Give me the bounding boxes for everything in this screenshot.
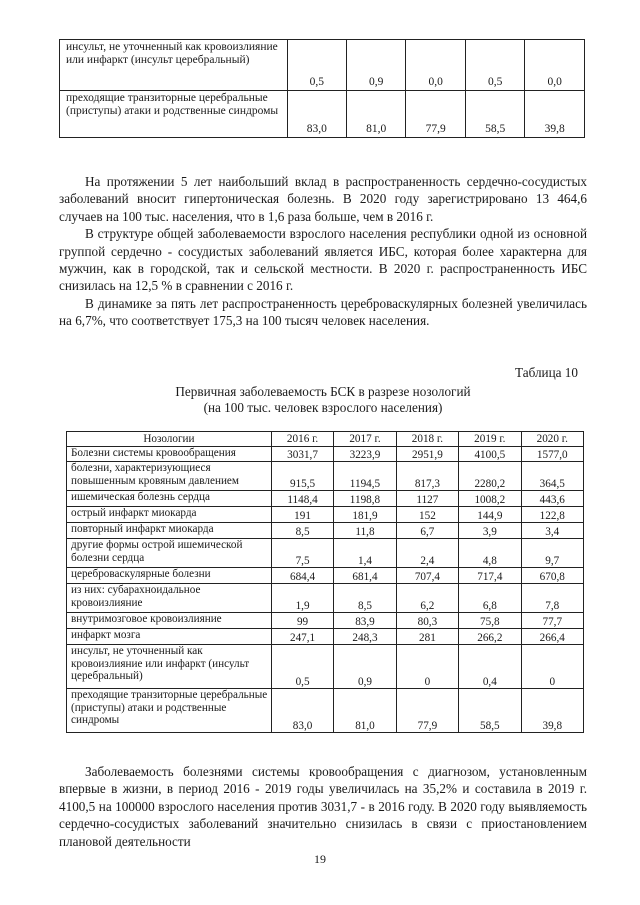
cell-2016: 0,5 <box>287 40 346 91</box>
cell-2016: 191 <box>271 507 333 523</box>
cell-2019: 0,4 <box>459 645 521 689</box>
cell-2020: 0,0 <box>525 40 585 91</box>
cell-2018: 2951,9 <box>396 447 458 462</box>
table-row <box>67 523 584 539</box>
table-row <box>67 462 584 491</box>
cell-2018: 281 <box>396 629 458 645</box>
cell-2019: 58,5 <box>459 689 521 733</box>
cell-2018: 0,0 <box>406 40 465 91</box>
header-2016: 2016 г. <box>271 432 333 447</box>
paragraph: В структуре общей заболеваемости взрослого населения республики одной из основной группой сердечно - сосудистых заболеваний является ИБС, которая более характерна для мужчин, как в городской, так и сельской местности. В 2020 г. распространенность ИБС снизилась на 12,5 % в сравнении с 2016 г. <box>59 226 587 294</box>
row-name: внутримозговое кровоизлияние <box>67 613 272 629</box>
table-row <box>67 645 584 689</box>
table-title-line: Первичная заболеваемость БСК в разрезе нозологий <box>175 384 471 399</box>
cell-2019: 75,8 <box>459 613 521 629</box>
row-name: из них: субарахноидальное кровоизлияние <box>67 584 272 613</box>
table-row <box>67 584 584 613</box>
cell-2017: 1198,8 <box>334 491 396 507</box>
cell-2017: 11,8 <box>334 523 396 539</box>
cell-2018: 77,9 <box>406 91 465 138</box>
cell-2016: 3031,7 <box>271 447 333 462</box>
paragraph: В динамике за пять лет распространенность цереброваскулярных болезней увеличилась на 6,7%, что соответствует 175,3 на 100 тысяч человек населения. <box>59 295 587 329</box>
cell-2020: 1577,0 <box>521 447 583 462</box>
paragraph: На протяжении 5 лет наибольший вклад в распространенность сердечно-сосудистых заболеваний вносит гипертоническая болезнь. В 2020 году зарегистрировано 13 464,6 случаев на 100 тыс. населения, что в 1,6 раза больше, чем в 2016 г. <box>59 174 587 224</box>
cell-2020: 364,5 <box>521 462 583 491</box>
cell-2016: 99 <box>271 613 333 629</box>
cell-2017: 181,9 <box>334 507 396 523</box>
row-name: другие формы острой ишемической болезни сердца <box>67 539 272 568</box>
table-title <box>59 384 587 416</box>
cell-2016: 83,0 <box>271 689 333 733</box>
cell-2017: 248,3 <box>334 629 396 645</box>
cell-2016: 247,1 <box>271 629 333 645</box>
cell-2018: 80,3 <box>396 613 458 629</box>
cell-2017: 681,4 <box>334 568 396 584</box>
body-text-section <box>59 173 587 330</box>
cell-2020: 3,4 <box>521 523 583 539</box>
morbidity-table <box>66 431 584 733</box>
table-row <box>67 629 584 645</box>
table-label: Таблица 10 <box>515 365 578 380</box>
row-name: преходящие транзиторные церебральные (приступы) атаки и родственные синдромы <box>60 91 288 138</box>
paragraph: Заболеваемость болезнями системы кровообращения с диагнозом, установленным впервые в жизни, в период 2016 - 2019 годы увеличилась на 35,2% и составила в 2019 г. 4100,5 на 100000 взрослого населения против 3031,7 - в 2016 году. В 2020 году выявляемость сердечно-сосудистых заболеваний значительно снизилась в связи с приостановлением плановой деятельности <box>59 764 587 849</box>
row-name: повторный инфаркт миокарда <box>67 523 272 539</box>
table-row <box>67 491 584 507</box>
cell-2020: 39,8 <box>525 91 585 138</box>
header-2019: 2019 г. <box>459 432 521 447</box>
table-row <box>60 40 585 91</box>
cell-2020: 0 <box>521 645 583 689</box>
cell-2020: 443,6 <box>521 491 583 507</box>
cell-2016: 7,5 <box>271 539 333 568</box>
cell-2017: 81,0 <box>334 689 396 733</box>
cell-2019: 4100,5 <box>459 447 521 462</box>
cell-2019: 0,5 <box>465 40 524 91</box>
row-name: острый инфаркт миокарда <box>67 507 272 523</box>
cell-2017: 8,5 <box>334 584 396 613</box>
page-number: 19 <box>314 852 326 866</box>
cell-2019: 144,9 <box>459 507 521 523</box>
cell-2019: 266,2 <box>459 629 521 645</box>
cell-2020: 266,4 <box>521 629 583 645</box>
cell-2016: 684,4 <box>271 568 333 584</box>
cell-2020: 122,8 <box>521 507 583 523</box>
table-row <box>67 447 584 462</box>
cell-2018: 0 <box>396 645 458 689</box>
cell-2018: 707,4 <box>396 568 458 584</box>
cell-2020: 9,7 <box>521 539 583 568</box>
table-row <box>67 507 584 523</box>
row-name: инсульт, не уточненный как кровоизлияние или инфаркт (инсульт церебральный) <box>60 40 288 91</box>
cell-2016: 8,5 <box>271 523 333 539</box>
header-nosology: Нозологии <box>67 432 272 447</box>
cell-2016: 1148,4 <box>271 491 333 507</box>
table-row <box>67 539 584 568</box>
cell-2019: 4,8 <box>459 539 521 568</box>
body-text-section-2 <box>59 763 587 850</box>
header-2020: 2020 г. <box>521 432 583 447</box>
cell-2020: 39,8 <box>521 689 583 733</box>
cell-2016: 1,9 <box>271 584 333 613</box>
cell-2016: 915,5 <box>271 462 333 491</box>
cell-2019: 717,4 <box>459 568 521 584</box>
table-title-subline: (на 100 тыс. человек взрослого населения) <box>203 400 443 415</box>
table-header-row <box>67 432 584 447</box>
cell-2016: 0,5 <box>271 645 333 689</box>
row-name: болезни, характеризующиеся повышенным кровяным давлением <box>67 462 272 491</box>
cell-2017: 81,0 <box>347 91 406 138</box>
cell-2017: 3223,9 <box>334 447 396 462</box>
cell-2019: 1008,2 <box>459 491 521 507</box>
cell-2017: 1,4 <box>334 539 396 568</box>
table-row <box>67 689 584 733</box>
table-row <box>60 91 585 138</box>
cell-2018: 152 <box>396 507 458 523</box>
cell-2018: 77,9 <box>396 689 458 733</box>
cell-2018: 1127 <box>396 491 458 507</box>
row-name: цереброваскулярные болезни <box>67 568 272 584</box>
cell-2017: 83,9 <box>334 613 396 629</box>
header-2018: 2018 г. <box>396 432 458 447</box>
cell-2020: 7,8 <box>521 584 583 613</box>
table-row <box>67 568 584 584</box>
table-row <box>67 613 584 629</box>
cell-2020: 77,7 <box>521 613 583 629</box>
cell-2017: 0,9 <box>347 40 406 91</box>
row-name: Болезни системы кровообращения <box>67 447 272 462</box>
cell-2019: 2280,2 <box>459 462 521 491</box>
cell-2017: 1194,5 <box>334 462 396 491</box>
row-name: инфаркт мозга <box>67 629 272 645</box>
continued-table <box>59 39 585 138</box>
cell-2018: 6,2 <box>396 584 458 613</box>
row-name: преходящие транзиторные церебральные (приступы) атаки и родственные синдромы <box>67 689 272 733</box>
row-name: ишемическая болезнь сердца <box>67 491 272 507</box>
table-body <box>67 447 584 733</box>
header-2017: 2017 г. <box>334 432 396 447</box>
cell-2017: 0,9 <box>334 645 396 689</box>
cell-2020: 670,8 <box>521 568 583 584</box>
row-name: инсульт, не уточненный как кровоизлияние или инфаркт (инсульт церебральный) <box>67 645 272 689</box>
cell-2019: 58,5 <box>465 91 524 138</box>
cell-2018: 2,4 <box>396 539 458 568</box>
cell-2016: 83,0 <box>287 91 346 138</box>
cell-2019: 3,9 <box>459 523 521 539</box>
cell-2019: 6,8 <box>459 584 521 613</box>
cell-2018: 6,7 <box>396 523 458 539</box>
cell-2018: 817,3 <box>396 462 458 491</box>
